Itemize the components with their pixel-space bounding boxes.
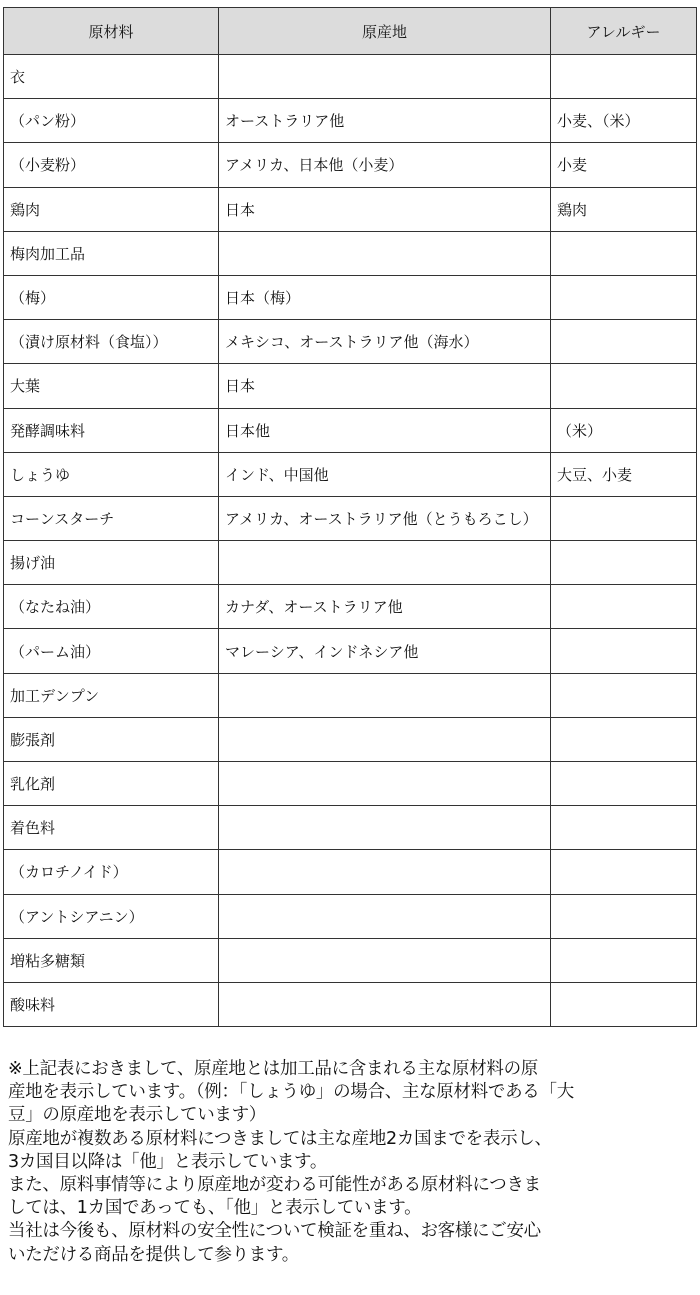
cell-allergy [551,850,697,894]
table-row [4,231,697,275]
note-line: また、原料事情等により原産地が変わる可能性がある原材料につきま [8,1175,541,1196]
cell-ingredient: 増粘多糖類 [4,938,219,982]
cell-ingredient: （小麦粉） [4,143,219,187]
cell-origin [219,541,551,585]
cell-allergy [551,364,697,408]
table-row [4,585,697,629]
cell-origin: メキシコ、オーストラリア他（海水） [219,320,551,364]
cell-origin [219,894,551,938]
table-row [4,99,697,143]
cell-ingredient: 揚げ油 [4,541,219,585]
cell-ingredient: コーンスターチ [4,496,219,540]
cell-ingredient: 膨張剤 [4,717,219,761]
cell-allergy: 小麦 [551,143,697,187]
table-row [4,187,697,231]
cell-origin: カナダ、オーストラリア他 [219,585,551,629]
cell-allergy [551,762,697,806]
cell-origin [219,231,551,275]
cell-allergy: 小麦、（米） [551,99,697,143]
table-row [4,762,697,806]
cell-allergy [551,894,697,938]
cell-allergy [551,55,697,99]
cell-origin [219,806,551,850]
table-row [4,320,697,364]
cell-origin [219,762,551,806]
table-row [4,364,697,408]
cell-ingredient: （パン粉） [4,99,219,143]
cell-allergy [551,717,697,761]
cell-origin: マレーシア、インドネシア他 [219,629,551,673]
cell-origin: インド、中国他 [219,452,551,496]
table-row [4,408,697,452]
cell-origin: 日本 [219,364,551,408]
cell-ingredient: 衣 [4,55,219,99]
cell-allergy [551,673,697,717]
notes-section [8,1058,696,1267]
header-origin: 原産地 [219,8,551,55]
cell-origin [219,55,551,99]
cell-ingredient: （なたね油） [4,585,219,629]
cell-origin: オーストラリア他 [219,99,551,143]
table-row [4,143,697,187]
cell-ingredient: （梅） [4,275,219,319]
table-row [4,496,697,540]
cell-origin [219,850,551,894]
cell-allergy [551,982,697,1026]
cell-ingredient: 加工デンプン [4,673,219,717]
note-line: 産地を表示しています。（例：「しょうゆ」の場合、主な原材料である「大 [8,1082,574,1103]
cell-ingredient: しょうゆ [4,452,219,496]
note-line: 当社は今後も、原材料の安全性について検証を重ね、お客様にご安心 [8,1221,541,1242]
cell-origin: 日本（梅） [219,275,551,319]
table-row [4,982,697,1026]
table-body [4,55,697,1027]
cell-allergy [551,629,697,673]
cell-allergy [551,496,697,540]
table-row [4,452,697,496]
cell-origin: 日本 [219,187,551,231]
table-row [4,541,697,585]
cell-allergy [551,806,697,850]
cell-allergy: 鶏肉 [551,187,697,231]
cell-ingredient: 梅肉加工品 [4,231,219,275]
table-row [4,938,697,982]
table-row [4,629,697,673]
header-allergy: アレルギー [551,8,697,55]
cell-origin [219,717,551,761]
cell-ingredient: （漬け原材料（食塩）） [4,320,219,364]
cell-ingredient: 発酵調味料 [4,408,219,452]
ingredients-table [3,7,697,1027]
cell-origin: アメリカ、日本他（小麦） [219,143,551,187]
cell-origin [219,673,551,717]
table-row [4,55,697,99]
table-header-row [4,8,697,55]
cell-ingredient: 乳化剤 [4,762,219,806]
table-row [4,806,697,850]
cell-allergy [551,275,697,319]
cell-origin: 日本他 [219,408,551,452]
cell-origin [219,982,551,1026]
cell-allergy [551,541,697,585]
note-line: 原産地が複数ある原材料につきましては主な産地2カ国までを表示し、 [8,1128,552,1149]
cell-allergy [551,231,697,275]
cell-allergy: 大豆、小麦 [551,452,697,496]
note-line: ※上記表におきまして、原産地とは加工品に含まれる主な原材料の原 [8,1059,539,1079]
note-line: 3カ国目以降は「他」と表示しています。 [8,1151,328,1172]
cell-origin [219,938,551,982]
cell-allergy: （米） [551,408,697,452]
cell-ingredient: （パーム油） [4,629,219,673]
cell-ingredient: 着色料 [4,806,219,850]
note-line: しては、1カ国であっても、「他」と表示しています。 [8,1198,422,1219]
table-row [4,894,697,938]
cell-ingredient: 鶏肉 [4,187,219,231]
cell-allergy [551,320,697,364]
cell-ingredient: （アントシアニン） [4,894,219,938]
cell-ingredient: 酸味料 [4,982,219,1026]
cell-allergy [551,938,697,982]
cell-allergy [551,585,697,629]
table-row [4,275,697,319]
table-row [4,717,697,761]
note-line: 豆」の原産地を表示しています） [8,1105,266,1126]
table-row [4,850,697,894]
cell-ingredient: 大葉 [4,364,219,408]
note-line: いただける商品を提供して参ります。 [8,1244,299,1265]
cell-origin: アメリカ、オーストラリア他（とうもろこし） [219,496,551,540]
header-ingredient: 原材料 [4,8,219,55]
table-row [4,673,697,717]
cell-ingredient: （カロチノイド） [4,850,219,894]
